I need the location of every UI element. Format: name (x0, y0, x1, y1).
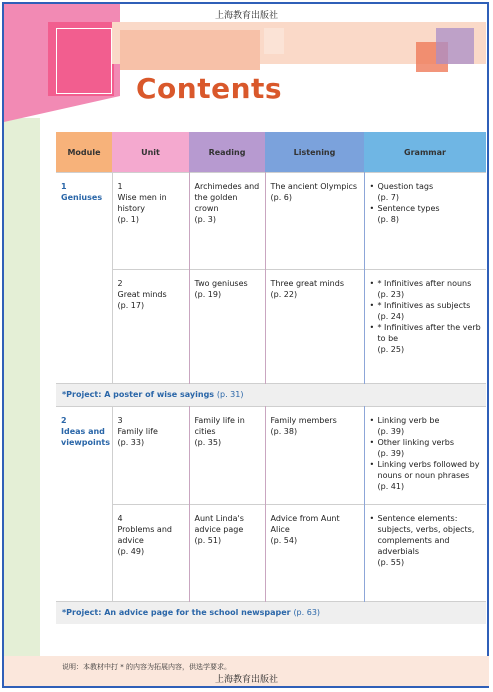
reading-cell[interactable] (189, 173, 265, 270)
unit-number: 1 (117, 182, 123, 191)
project-row (56, 384, 486, 407)
project-page: (p. 31) (216, 390, 244, 399)
grammar-cell[interactable] (364, 173, 486, 270)
project-row (56, 602, 486, 625)
unit-number: 4 (117, 514, 123, 523)
reading-cell[interactable] (189, 270, 265, 384)
listening-cell[interactable] (265, 173, 364, 270)
listening-cell[interactable] (265, 270, 364, 384)
table-row (56, 173, 486, 270)
peach-stripe (120, 30, 260, 70)
header-listening: Listening (265, 132, 364, 173)
listening-title: Family members (270, 416, 337, 425)
publisher-header: 上海教育出版社 (214, 11, 278, 21)
header-unit: Unit (112, 132, 189, 173)
left-green-bar (4, 118, 40, 666)
table-row (56, 505, 486, 602)
unit-4-cell[interactable] (112, 505, 189, 602)
listening-title: Three great minds (270, 279, 344, 288)
unit-2-cell[interactable] (112, 270, 189, 384)
publisher-footer: 上海教育出版社 (214, 675, 278, 685)
unit-title: Family life (117, 427, 158, 436)
project-1[interactable] (56, 384, 486, 407)
module-2-cell (56, 407, 112, 602)
listening-page: (p. 22) (270, 290, 298, 299)
unit-page: (p. 17) (117, 301, 145, 310)
unit-page: (p. 49) (117, 547, 145, 556)
grammar-cell[interactable] (364, 270, 486, 384)
grammar-item: • * Infinitives after nouns (p. 23) (370, 278, 483, 300)
reading-page: (p. 19) (194, 290, 222, 299)
module-number: 2 (61, 416, 67, 425)
unit-title: Wise men in history (117, 193, 167, 213)
listening-page: (p. 38) (270, 427, 298, 436)
unit-title: Problems and advice (117, 525, 172, 545)
grammar-item: • Question tags (p. 7) (370, 181, 483, 203)
grammar-cell[interactable] (364, 505, 486, 602)
contents-table (56, 132, 486, 624)
grammar-item: • Linking verb be (p. 39) (370, 415, 483, 437)
reading-cell[interactable] (189, 407, 265, 505)
listening-title: Advice from Aunt Alice (270, 514, 340, 534)
listening-page: (p. 6) (270, 193, 292, 202)
listening-page: (p. 54) (270, 536, 298, 545)
reading-title: Aunt Linda's advice page (194, 514, 244, 534)
reading-title: Two geniuses (194, 279, 248, 288)
project-page: (p. 63) (293, 608, 321, 617)
module-name: Geniuses (61, 193, 103, 202)
grammar-item: • * Infinitives after the verb to be (p. 25) (370, 322, 483, 355)
grammar-item: • Sentence elements: subjects, verbs, objects, complements and adverbials (p. 55) (370, 513, 483, 568)
grammar-item: • * Infinitives as subjects (p. 24) (370, 300, 483, 322)
unit-1-cell[interactable] (112, 173, 189, 270)
page-title: Contents (136, 72, 283, 105)
unit-number: 2 (117, 279, 123, 288)
table-row (56, 270, 486, 384)
module-number: 1 (61, 182, 67, 191)
unit-3-cell[interactable] (112, 407, 189, 505)
unit-page: (p. 33) (117, 438, 145, 447)
footnote: 说明：本教材中打 * 的内容为拓展内容，供选学要求。 (62, 663, 231, 671)
unit-page: (p. 1) (117, 215, 139, 224)
grammar-item: • Linking verbs followed by nouns or noun phrases (p. 41) (370, 459, 483, 492)
grammar-item: • Sentence types (p. 8) (370, 203, 483, 225)
listening-title: The ancient Olympics (270, 182, 358, 191)
project-label: *Project: An advice page for the school newspaper (62, 608, 291, 617)
module-name: Ideas and viewpoints (61, 427, 111, 447)
listening-cell[interactable] (265, 505, 364, 602)
reading-page: (p. 35) (194, 438, 222, 447)
project-label: *Project: A poster of wise sayings (62, 390, 215, 399)
listening-cell[interactable] (265, 407, 364, 505)
white-square-outline (56, 28, 112, 94)
unit-title: Great minds (117, 290, 167, 299)
grammar-item: • Other linking verbs (p. 39) (370, 437, 483, 459)
unit-number: 3 (117, 416, 123, 425)
purple-square-decor (436, 28, 474, 64)
table-header-row (56, 132, 486, 173)
header-module: Module (56, 132, 112, 173)
reading-page: (p. 51) (194, 536, 222, 545)
table-row (56, 407, 486, 505)
project-2[interactable] (56, 602, 486, 625)
reading-title: Archimedes and the golden crown (194, 182, 260, 213)
module-1-cell (56, 173, 112, 384)
grammar-cell[interactable] (364, 407, 486, 505)
reading-title: Family life in cities (194, 416, 245, 436)
reading-cell[interactable] (189, 505, 265, 602)
header-reading: Reading (189, 132, 265, 173)
reading-page: (p. 3) (194, 215, 216, 224)
light-square-decor (264, 28, 284, 54)
header-grammar: Grammar (364, 132, 486, 173)
